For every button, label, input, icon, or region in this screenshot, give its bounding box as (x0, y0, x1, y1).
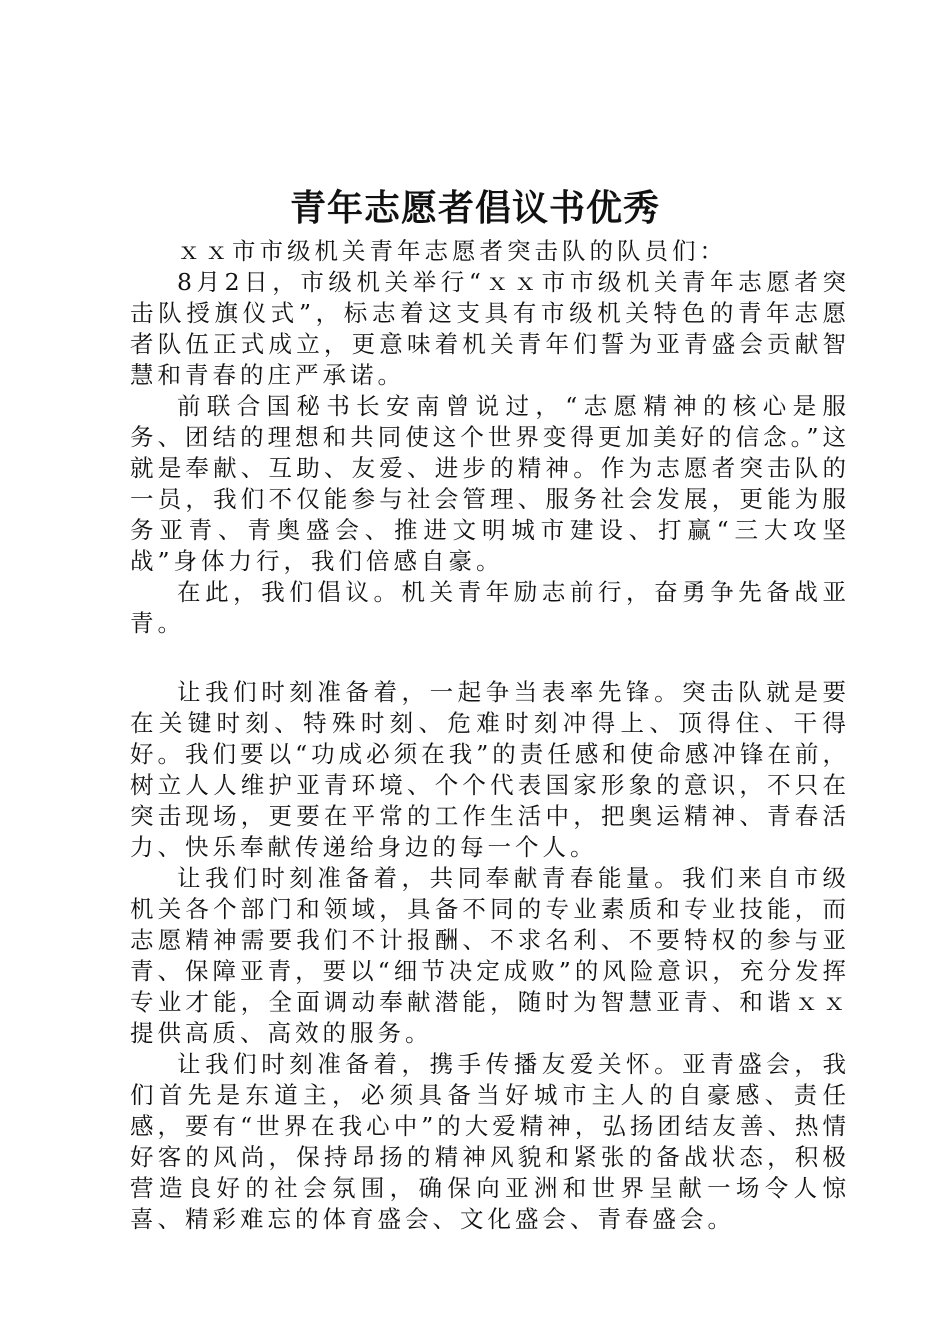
salutation: ｘｘ市市级机关青年志愿者突击队的队员们： (177, 237, 727, 265)
paragraph: 让我们时刻准备着，共同奉献青春能量。我们来自市级机关各个部门和领域，具备不同的专业素质和专业技能，而志愿精神需要我们不计报酬、不求名利、不要特权的参与亚青、保障亚青，要以“细节决定成败”的风险意识，充分发挥专业才能，全面调动奉献潜能，随时为智慧亚青、和谐ｘｘ提供高质、高效的服务。 (130, 864, 850, 1047)
paragraph: 在此，我们倡议。机关青年励志前行，奋勇争先备战亚青。 (130, 578, 850, 637)
paragraph: 让我们时刻准备着，携手传播友爱关怀。亚青盛会，我们首先是东道主，必须具备当好城市主人的自豪感、责任感，要有“世界在我心中”的大爱精神，弘扬团结友善、热情好客的风尚，保持昂扬的精神风貌和紧张的备战状态，积极营造良好的社会氛围，确保向亚洲和世界呈献一场令人惊喜、精彩难忘的体育盛会、文化盛会、青春盛会。 (130, 1050, 850, 1233)
document-body (130, 236, 850, 1235)
document-title: 青年志愿者倡议书优秀 (289, 188, 660, 229)
paragraph: 让我们时刻准备着，一起争当表率先锋。突击队就是要在关键时刻、特殊时刻、危难时刻冲得上、顶得住、干得好。我们要以“功成必须在我”的责任感和使命感冲锋在前，树立人人维护亚青环境、个个代表国家形象的意识，不只在突击现场，更要在平常的工作生活中，把奥运精神、青春活力、快乐奉献传递给身边的每一个人。 (130, 678, 850, 861)
paragraph: 前联合国秘书长安南曾说过，“志愿精神的核心是服务、团结的理想和共同使这个世界变得更加美好的信念。”这就是奉献、互助、友爱、进步的精神。作为志愿者突击队的一员，我们不仅能参与社会管理、服务社会发展，更能为服务亚青、青奥盛会、推进文明城市建设、打赢“三大攻坚战”身体力行，我们倍感自豪。 (130, 392, 850, 575)
paragraph: 8月2日，市级机关举行“ｘｘ市市级机关青年志愿者突击队授旗仪式”，标志着这支具有市级机关特色的青年志愿者队伍正式成立，更意味着机关青年们誓为亚青盛会贡献智慧和青春的庄严承诺。 (130, 268, 850, 389)
